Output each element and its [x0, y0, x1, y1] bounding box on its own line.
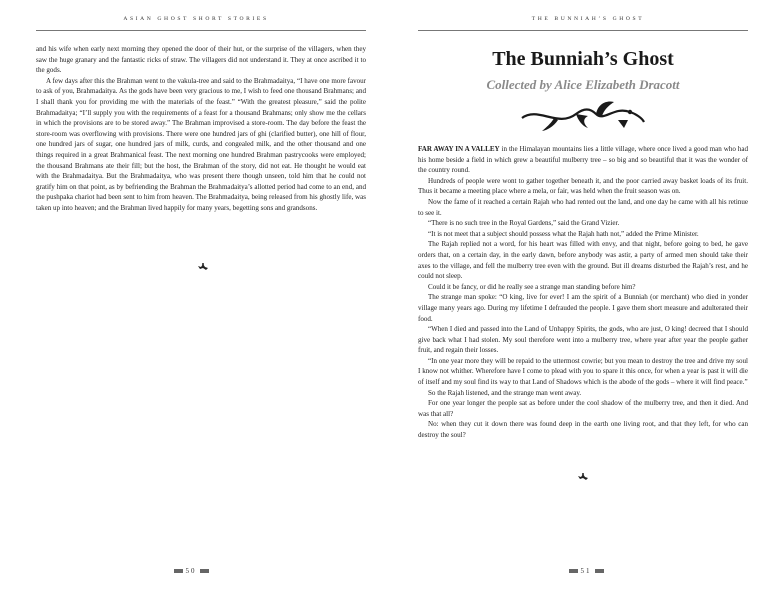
paragraph: Hundreds of people were wont to gather together beneath it, and the poor carried away basket loads of its fruit. Thus it became a meeting place where a mela, or fair, was held when the fruit season was on. — [418, 176, 748, 196]
paragraph: “In one year more they will be repaid to the uttermost cowrie; but you mean to destroy the tree and drive my soul I know not whither. Wherefore have I come to plead with you to spare it this once, for when a year is past it will die of itself and my soul find its way to that Land of Shadows which is the abode of the gods – where it will find peace.” — [418, 356, 748, 387]
paragraph: “It is not meet that a subject should possess what the Rajah hath not,” added the Prime Minister. — [428, 229, 699, 238]
header-rule — [418, 30, 748, 31]
running-head: ASIAN GHOST SHORT STORIES — [123, 16, 269, 22]
paragraph: A few days after this the Brahman went to the vakula-tree and said to the Brahmadaitya, “I have one more favour to ask of you, Brahmadaitya. As the gods have been very gracious to me, I wish to feed one thousand Brahmans; and I shall thank you for providing me with the materials of the feast.” “With the greatest pleasure,” said the polite Brahmadaitya; “I’ll supply you with the requirements of a feast for a thousand Brahmans; only show me the cellars in which the provisions are to be stored away.” The Brahman improvised a store-room. The day before the feast the store-room was overflowing with provisions. There were one hundred jars of ghi (clarified butter), one hill of flour, one hundred jars of sugar, one hundred jars of milk, curds, and congealed milk, and the other thousand and one things required in a great Brahmanical feast. The next morning one hundred Brahman pastrycooks were employed; the thousand Brahmans ate their fill; but the host, the Brahman of the story, did not eat. He thought he would eat with the Brahmadaitya. But the Brahmadaitya, who was present there though unseen, told him that he could not gratify him on that point, as by befriending the Brahman the Brahmadaitya’s allotted period had come to an end, and the pushpaka chariot had been sent to him from heaven. The Brahmadaitya, being released from his ghostly life, was taken up into heaven; and the Brahman lived happily for many years, begetting sons and grandsons. — [36, 76, 366, 212]
story-byline: Collected by Alice Elizabeth Dracott — [486, 77, 680, 92]
paragraph: “There is no such tree in the Royal Gardens,” said the Grand Vizier. — [428, 219, 620, 228]
body-text — [418, 144, 748, 441]
paragraph: FAR AWAY IN A VALLEY in the Himalayan mountains lies a little village, where once lived a good man who had his home beside a field in which grew a beautiful mulberry tree – so big and so beautiful that it was the wonder of the country round. — [418, 145, 748, 175]
paragraph: The Rajah replied not a word, for his heart was filled with envy, and that night, before going to bed, he gave orders that, on a certain day, in the early dawn, before anybody was astir, a party of armed men should take their axes to the village, and fell the mulberry tree even with the ground. But ill dreams disturbed the Rajah’s rest, and he could not sleep. — [418, 240, 748, 281]
running-head: THE BUNNIAH’S GHOST — [531, 16, 645, 22]
paragraph: Could it be fancy, or did he really see a strange man standing before him? — [428, 282, 636, 291]
paragraph: No: when they cut it down there was found deep in the earth one living root, and that they left, for who can destroy the soul? — [418, 420, 748, 440]
bat-ornament-icon — [577, 472, 589, 482]
header-rule — [36, 30, 366, 31]
paragraph: and his wife when early next morning they opened the door of their hut, or the surprise of the villagers, when they saw the huge granary and the fantastic ricks of straw. The villagers did not understand it. They at once ascribed it to the gods. — [36, 45, 366, 75]
right-page — [392, 0, 784, 600]
paragraph: For one year longer the people sat as before under the cool shadow of the mulberry tree, and then it died. And was that all? — [418, 399, 748, 418]
lead-in: FAR AWAY IN A VALLEY — [418, 145, 500, 153]
folio-ornament-icon — [569, 569, 578, 573]
paragraph: “When I died and passed into the Land of Unhappy Spirits, the gods, who are just, O king! decreed that I should give back what I had stolen. My soul therefore went into a mulberry tree, where year after year the people gather fruit, and regain their losses. — [418, 325, 748, 355]
folio-ornament-icon — [174, 569, 183, 573]
page-number: 50 — [156, 567, 226, 575]
paragraph: The strange man spoke: “O king, live for ever! I am the spirit of a Bunniah (or merchant) who died in yonder village many years ago. During my lifetime I defrauded the people. I gave them short measure and adulterated their food. — [418, 293, 748, 323]
folio-ornament-icon — [595, 569, 604, 573]
folio-ornament-icon — [200, 569, 209, 573]
paragraph: Now the fame of it reached a certain Rajah who had rented out the land, and one day he came with all his retinue to see it. — [418, 197, 748, 217]
bat-ornament-icon — [197, 262, 209, 272]
paragraph: So the Rajah listened, and the strange man went away. — [428, 388, 582, 397]
page-number: 51 — [551, 567, 621, 575]
body-text — [36, 44, 366, 214]
story-title: The Bunniah’s Ghost — [492, 48, 674, 70]
dragon-vignette-icon — [518, 98, 648, 134]
